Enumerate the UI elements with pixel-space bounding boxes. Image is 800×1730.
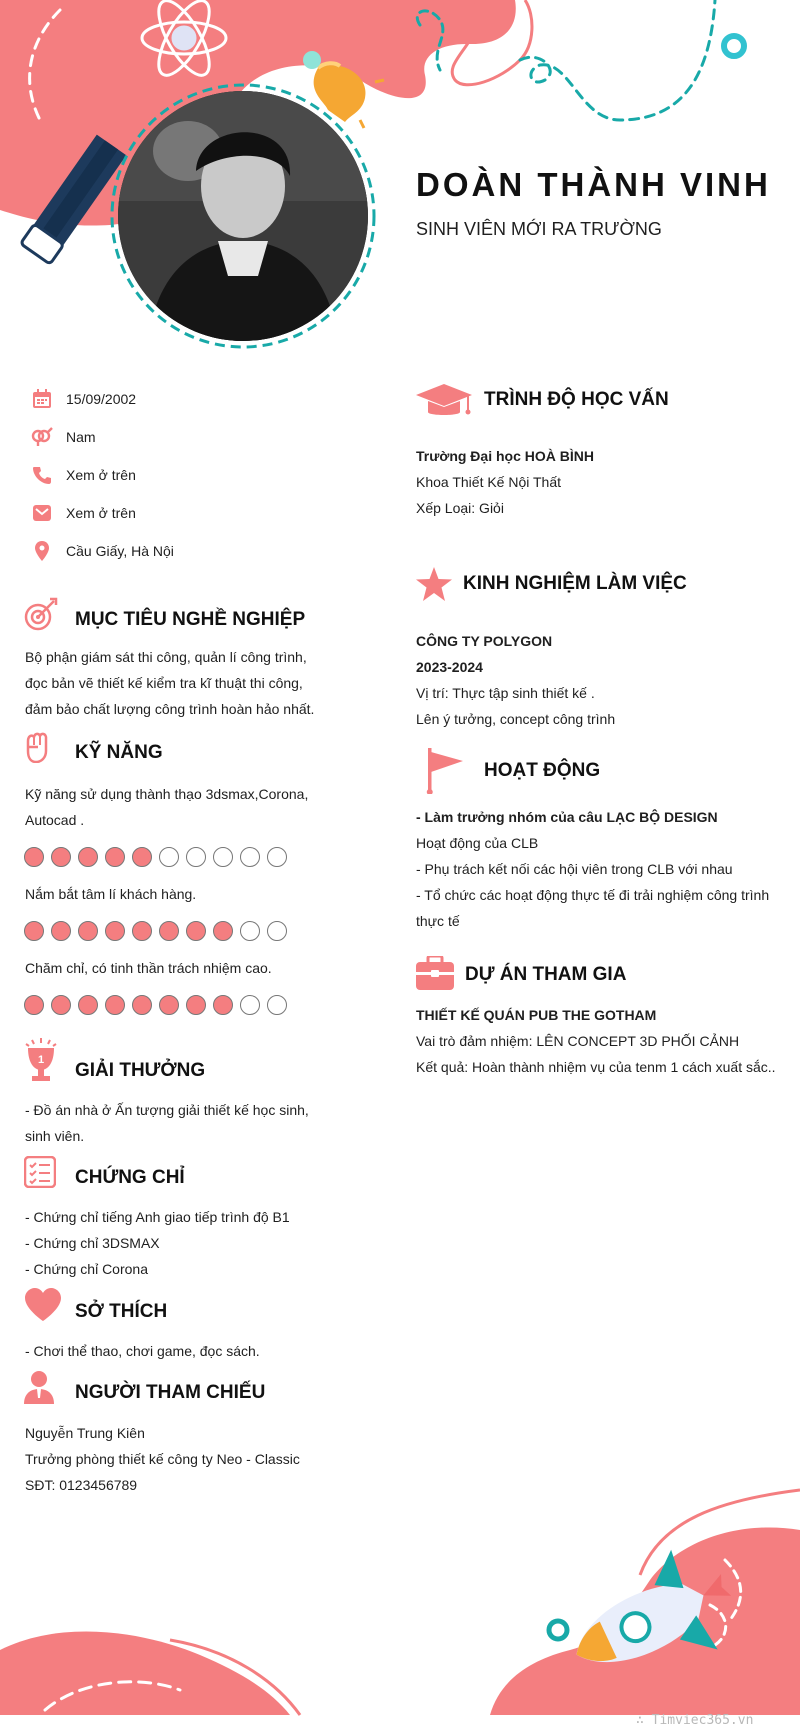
company-name: CÔNG TY POLYGON (416, 633, 553, 649)
skill-rating (24, 995, 287, 1015)
contact-gender (30, 425, 96, 449)
certificate-item: - Chứng chỉ tiếng Anh giao tiếp trình độ B1 (25, 1209, 290, 1225)
job-title: SINH VIÊN MỚI RA TRƯỜNG (416, 219, 662, 239)
rating-dot-empty (213, 847, 233, 867)
hand-fist-icon (24, 731, 50, 768)
location-pin-icon (30, 539, 54, 563)
teal-ring-bottom (549, 1621, 567, 1639)
awards-text (25, 1097, 325, 1149)
rating-dot-filled (51, 847, 71, 867)
contact-value: Xem ở trên (66, 467, 136, 483)
calendar-icon (30, 387, 54, 411)
rating-dot-empty (267, 921, 287, 941)
contact-value: Cầu Giấy, Hà Nội (66, 543, 174, 559)
reference-line: Trưởng phòng thiết kế công ty Neo - Classic (25, 1451, 300, 1467)
contact-value: 15/09/2002 (66, 391, 137, 407)
skill-label: Kỹ năng sử dụng thành thạo 3dsmax,Corona, (25, 786, 309, 802)
activity-line: thực tế (416, 913, 460, 929)
rating-dot-filled (132, 847, 152, 867)
experience-period: 2023-2024 (416, 659, 483, 675)
contact-value: Nam (66, 429, 96, 445)
reference-line: Nguyễn Trung Kiên (25, 1425, 145, 1441)
skill-label: Autocad . (25, 812, 85, 828)
objective-line: Bộ phận giám sát thi công, quản lí công trình, (25, 649, 307, 665)
rating-dot-empty (186, 847, 206, 867)
rating-dot-filled (51, 921, 71, 941)
rating-dot-empty (267, 847, 287, 867)
education-line: Khoa Thiết Kế Nội Thất (416, 474, 562, 490)
svg-text:1: 1 (37, 1054, 45, 1066)
rating-dot-filled (24, 847, 44, 867)
mail-icon (30, 501, 54, 525)
section-title-projects: DỰ ÁN THAM GIA (465, 964, 627, 985)
graduation-cap-icon (416, 384, 472, 423)
rating-dot-filled (24, 921, 44, 941)
rating-dot-empty (267, 995, 287, 1015)
school-name: Trường Đại học HOÀ BÌNH (416, 448, 594, 464)
rating-dot-empty (240, 921, 260, 941)
profile-photo (118, 91, 368, 341)
rating-dot-filled (105, 995, 125, 1015)
references-text (25, 1420, 355, 1498)
rating-dot-filled (213, 995, 233, 1015)
education-text (416, 443, 776, 521)
rating-dot-filled (105, 847, 125, 867)
hobbies-text (25, 1338, 345, 1364)
rating-dot-filled (78, 921, 98, 941)
photo-placeholder (118, 91, 368, 341)
skill-item (25, 881, 325, 907)
activity-line: - Tổ chức các hoạt động thực tế đi trải nghiệm công trình (416, 887, 770, 903)
education-line: Xếp Loại: Giỏi (416, 500, 504, 516)
objective-text (25, 644, 320, 722)
certificates-list (25, 1204, 345, 1282)
project-line: Vai trò đảm nhiệm: LÊN CONCEPT 3D PHỐI CẢNH (416, 1033, 740, 1049)
experience-text (416, 628, 776, 732)
rating-dot-filled (78, 847, 98, 867)
activity-line: Hoạt động của CLB (416, 835, 539, 851)
trophy-icon (24, 1038, 58, 1087)
experience-line: Lên ý tưởng, concept công trình (416, 711, 616, 727)
awards-line: - Đồ án nhà ở Ấn tượng giải thiết kế học sinh, (25, 1102, 309, 1118)
rating-dot-filled (132, 921, 152, 941)
contact-address (30, 539, 174, 563)
teal-ring (724, 36, 744, 56)
activities-text (416, 804, 786, 934)
skill-rating (24, 921, 287, 941)
rating-dot-empty (240, 995, 260, 1015)
rating-dot-filled (159, 995, 179, 1015)
rating-dot-filled (78, 995, 98, 1015)
skill-label: Chăm chỉ, có tinh thần trách nhiệm cao. (25, 960, 272, 976)
skill-item (25, 955, 325, 981)
activity-line: - Phụ trách kết nối các hội viên trong CLB với nhau (416, 861, 733, 877)
star-icon (416, 567, 452, 606)
section-title-certificates: CHỨNG CHỈ (75, 1167, 185, 1188)
section-title-skills: KỸ NĂNG (75, 742, 163, 763)
section-title-activities: HOẠT ĐỘNG (484, 760, 601, 781)
skill-rating (24, 847, 287, 867)
rating-dot-filled (186, 921, 206, 941)
skill-label: Nắm bắt tâm lí khách hàng. (25, 886, 197, 902)
section-title-objective: MỤC TIÊU NGHỀ NGHIỆP (75, 609, 306, 630)
person-icon (24, 1370, 54, 1409)
contact-value: Xem ở trên (66, 505, 136, 521)
gender-icon (30, 425, 54, 449)
experience-line: Vị trí: Thực tập sinh thiết kế . (416, 685, 595, 701)
objective-line: đảm bảo chất lượng công trình hoàn hảo nhất. (25, 701, 315, 717)
awards-line: sinh viên. (25, 1128, 85, 1144)
phone-icon (30, 463, 54, 487)
watermark: ∴ Timviec365.vn (636, 1713, 754, 1728)
objective-line: đọc bản vẽ thiết kế kiểm tra kĩ thuật thi công, (25, 675, 303, 691)
rating-dot-empty (240, 847, 260, 867)
rating-dot-filled (186, 995, 206, 1015)
project-line: Kết quả: Hoàn thành nhiệm vụ của tenm 1 cách xuất sắc.. (416, 1059, 776, 1075)
skill-item (25, 781, 325, 833)
section-title-education: TRÌNH ĐỘ HỌC VẤN (484, 389, 669, 410)
rating-dot-filled (51, 995, 71, 1015)
contact-phone (30, 463, 136, 487)
rating-dot-filled (213, 921, 233, 941)
rating-dot-filled (24, 995, 44, 1015)
section-title-experience: KINH NGHIỆM LÀM VIỆC (463, 573, 687, 594)
heart-icon (24, 1288, 62, 1327)
rating-dot-filled (105, 921, 125, 941)
bottom-left-pink-blob (0, 1631, 290, 1715)
contact-email (30, 501, 136, 525)
certificate-item: - Chứng chỉ 3DSMAX (25, 1235, 160, 1251)
section-title-references: NGƯỜI THAM CHIẾU (75, 1382, 266, 1403)
rating-dot-empty (159, 847, 179, 867)
full-name: DOÀN THÀNH VINH (416, 166, 771, 203)
contact-birthday (30, 387, 136, 411)
projects-text (416, 1002, 786, 1080)
section-title-hobbies: SỞ THÍCH (75, 1301, 168, 1322)
flag-icon (425, 748, 465, 799)
briefcase-icon (416, 956, 454, 995)
section-title-awards: GIẢI THƯỞNG (75, 1060, 206, 1081)
target-icon (24, 597, 58, 636)
checklist-icon (24, 1156, 56, 1193)
project-name: THIẾT KẾ QUÁN PUB THE GOTHAM (416, 1007, 657, 1023)
hobbies-line: - Chơi thể thao, chơi game, đọc sách. (25, 1343, 260, 1359)
certificate-item: - Chứng chỉ Corona (25, 1261, 148, 1277)
activity-heading: - Làm trưởng nhóm của câu LẠC BỘ DESIGN (416, 809, 718, 825)
rating-dot-filled (159, 921, 179, 941)
reference-line: SĐT: 0123456789 (25, 1477, 138, 1493)
rating-dot-filled (132, 995, 152, 1015)
